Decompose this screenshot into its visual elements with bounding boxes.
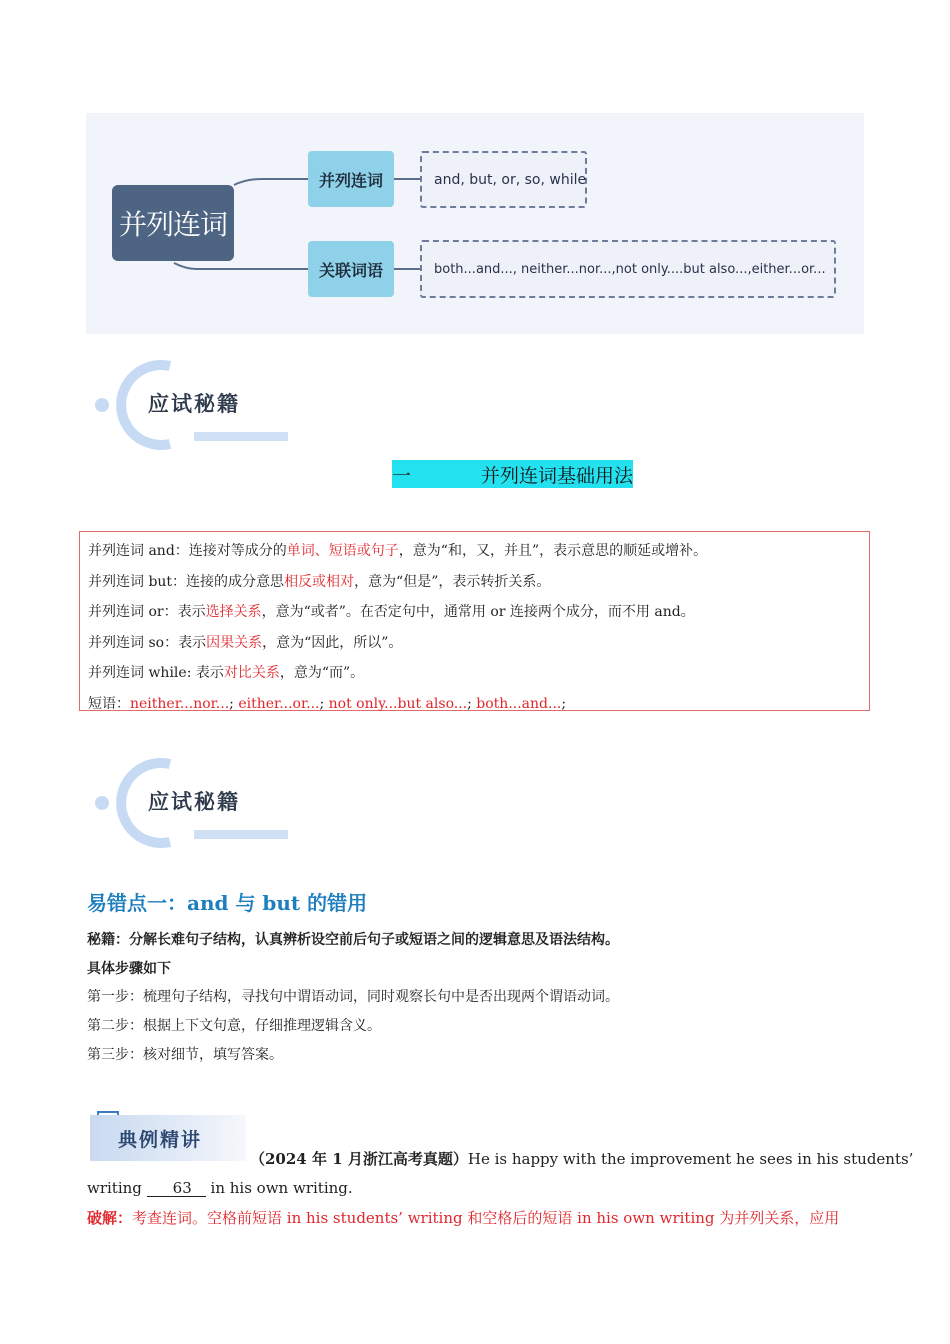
section-badge-label: 应试秘籍 xyxy=(148,392,240,416)
answer-blank[interactable]: 63 xyxy=(147,1181,206,1197)
analysis-line xyxy=(87,1211,839,1226)
rule-line: 并列连词 while: 表示对比关系，意为“而”。 xyxy=(88,665,365,682)
rules-box xyxy=(79,531,870,711)
error-point-title: 易错点一：and 与 but 的错用 xyxy=(87,891,368,915)
mindmap-leaf-coordinating: and, but, or, so, while xyxy=(420,151,587,208)
section-badge xyxy=(88,758,298,848)
analysis-label: 破解： xyxy=(87,1209,133,1227)
step-2: 第二步：根据上下文句意，仔细推理逻辑含义。 xyxy=(87,1018,381,1034)
mindmap-root: 并列连词 xyxy=(112,185,234,261)
example-badge: 典例精讲 xyxy=(90,1115,246,1161)
error-point-tip: 秘籍：分解长难句子结构，认真辨析设空前后句子或短语之间的逻辑意思及语法结构。 xyxy=(87,932,619,948)
rule-line: 并列连词 so：表示因果关系，意为“因此，所以”。 xyxy=(88,634,403,651)
steps-title: 具体步骤如下 xyxy=(87,961,171,977)
section-heading-title: 并列连词基础用法 xyxy=(481,464,634,487)
phrases-line: 短语：neither...nor...; either...or...; not only...but also...; both...and...; xyxy=(88,695,567,712)
mindmap-node-coordinating: 并列连词 xyxy=(308,151,394,207)
example-sentence-line1 xyxy=(250,1152,913,1167)
step-3: 第三步：核对细节，填写答案。 xyxy=(87,1047,283,1063)
mindmap-node-correlative: 关联词语 xyxy=(308,241,394,297)
example-sentence-line2: writing 63 in his own writing. xyxy=(87,1179,353,1197)
rule-line: 并列连词 and：连接对等成分的单词、短语或句子，意为“和，又，并且”，表示意思的顺延或增补。 xyxy=(88,543,708,559)
analysis-text: 考查连词。空格前短语 in his students’ writing 和空格后的短语 in his own writing 为并列关系，应用 xyxy=(132,1209,840,1227)
example-sentence-start: He is happy with the improvement he sees in his students’ xyxy=(467,1150,914,1168)
rule-line: 并列连词 but：连接的成分意思相反或相对，意为“但是”，表示转折关系。 xyxy=(88,573,551,590)
mindmap-leaf-correlative: both...and..., neither...nor...,not only....but also...,either...or... xyxy=(420,240,836,298)
section-badge xyxy=(88,360,298,450)
section-badge-label: 应试秘籍 xyxy=(148,790,240,814)
example-source: （2024 年 1 月浙江高考真题） xyxy=(250,1150,468,1168)
rule-line: 并列连词 or：表示选择关系，意为“或者”。在否定句中，通常用 or 连接两个成分，而不用 and。 xyxy=(88,604,695,621)
section-heading-number: 一 xyxy=(392,464,412,487)
section-heading xyxy=(392,460,633,488)
step-1: 第一步：梳理句子结构，寻找句中谓语动词，同时观察长句中是否出现两个谓语动词。 xyxy=(87,989,619,1005)
